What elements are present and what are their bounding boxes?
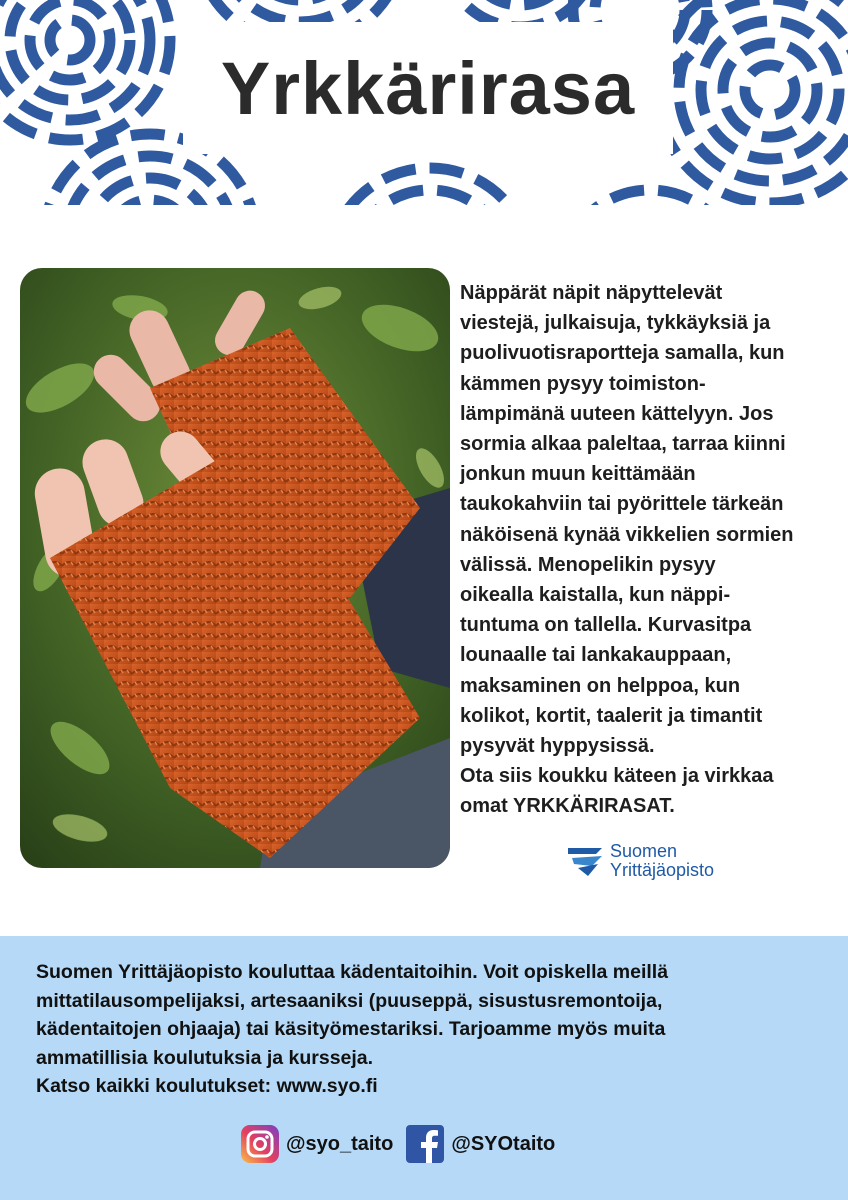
poem-line: Näppärät näpit näpyttelevät [460,282,723,304]
poem-line: omat YRKKÄRIRASAT. [460,795,675,818]
poem-line: pysyvät hyppysissä. [460,735,655,758]
poem-line: välissä. Menopelikin pysyy [460,553,716,576]
instagram-handle[interactable]: @syo_taito [286,1132,394,1155]
poem-line: kolikot, kortit, taalerit ja timantit [460,704,763,727]
facebook-link[interactable] [405,1124,555,1164]
facebook-handle[interactable]: @SYOtaito [451,1132,556,1155]
page-title: Yrkkärirasa [220,46,636,130]
social-links [240,1124,555,1164]
poem-line: Ota siis koukku käteen ja virkkaa [460,765,774,788]
instagram-icon[interactable] [240,1124,280,1164]
info-line[interactable]: Katso kaikki koulutukset: www.syo.fi [36,1075,378,1097]
poem-line: lounaalle tai lankakauppaan, [460,644,732,667]
poem-line: jonkun muun keittämään [460,463,696,486]
wristwarmers-photo [20,268,450,868]
poem-line: maksaminen on helppoa, kun [460,674,741,697]
poem-line: taukokahviin tai pyörittele tärkeän [460,493,784,516]
poem-line: kämmen pysyy toimiston- [460,372,706,395]
info-text [36,958,826,1101]
info-line: Suomen Yrittäjäopisto kouluttaa kädentaitoihin. Voit opiskella meillä [36,961,669,983]
crocheted-wristwarmers-photo [20,268,450,868]
poem-line: sormia alkaa paleltaa, tarraa kiinni [460,433,786,456]
instagram-link[interactable] [240,1124,393,1164]
suomen-yrittajaopisto-logo [566,836,736,886]
logo-mark-icon [566,842,604,880]
poem-text [460,278,840,822]
facebook-icon[interactable] [405,1124,445,1164]
logo-line-1: Suomen [610,841,678,861]
poem-line: tuntuma on tallella. Kurvasitpa [460,614,752,637]
header-banner [0,0,848,205]
poem-line: viestejä, julkaisuja, tykkäyksiä ja [460,312,771,335]
info-line: mittatilausompelijaksi, artesaaniksi (puuseppä, sisustusremontoija, [36,989,663,1012]
info-line: kädentaitojen ohjaaja) tai käsityömestariksi. Tarjoamme myös muita [36,1018,666,1040]
poem-line: näköisenä kynää vikkelien sormien [460,523,794,546]
poem-line: lämpimänä uuteen kättelyyn. Jos [460,402,774,425]
info-section [0,936,848,1200]
logo-line-2: Yrittäjäopisto [610,860,715,880]
poem-line: puolivuotisraportteja samalla, kun [460,342,785,365]
poem-line: oikealla kaistalla, kun näppi- [460,584,731,607]
title-box [183,22,673,154]
logo-text [610,842,714,880]
info-line: ammatillisia koulutuksia ja kursseja. [36,1046,374,1069]
